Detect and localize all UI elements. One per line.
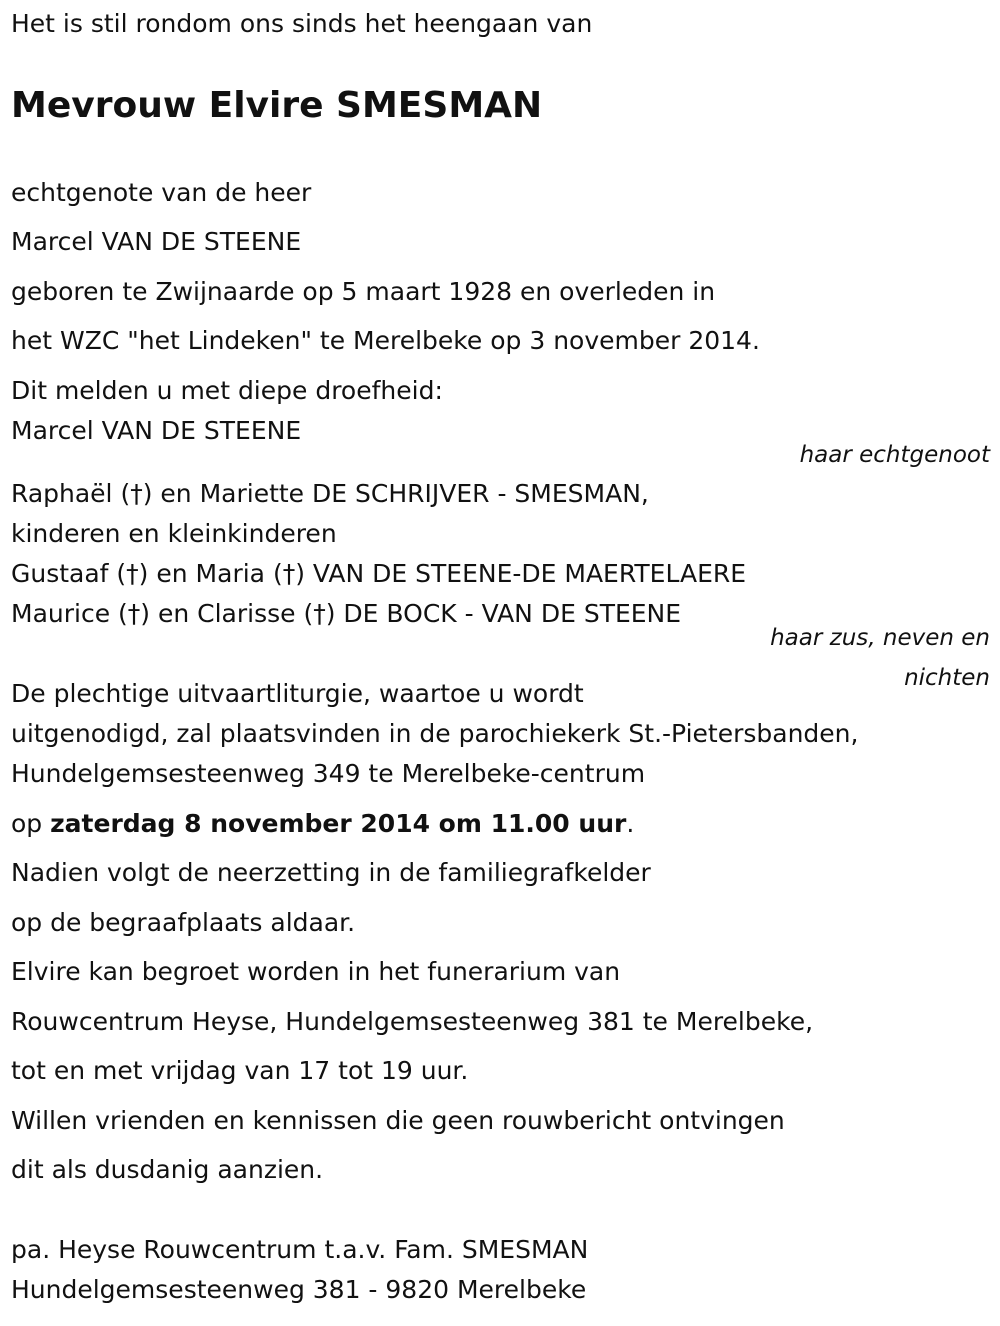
notice-line-2: dit als dusdanig aanzien. [11,1155,324,1184]
mourner-siblings-role-1: haar zus, neven en [770,625,990,651]
deceased-name: Mevrouw Elvire SMESMAN [11,85,543,126]
visit-line-1: Elvire kan begroet worden in het funerarium van [11,957,621,986]
spouse-intro: echtgenote van de heer [11,178,312,207]
service-line-1: De plechtige uitvaartliturgie, waartoe u wordt [11,679,584,708]
notice-line-1: Willen vrienden en kennissen die geen rouwbericht ontvingen [11,1106,785,1135]
visit-line-2: Rouwcentrum Heyse, Hundelgemsesteenweg 381 te Merelbeke, [11,1007,814,1036]
mourner-sibling-2: Maurice (†) en Clarisse (†) DE BOCK - VAN DE STEENE [11,599,682,628]
announce-intro: Dit melden u met diepe droefheid: [11,376,443,405]
address-line-2: Hundelgemsesteenweg 381 - 9820 Merelbeke [11,1275,587,1304]
service-date-prefix: op [11,809,51,838]
service-date-suffix: . [626,809,635,838]
service-date [11,809,634,839]
mourner-siblings-role-2: nichten [904,665,990,691]
service-line-3: Hundelgemsesteenweg 349 te Merelbeke-centrum [11,759,646,788]
address-line-1: pa. Heyse Rouwcentrum t.a.v. Fam. SMESMAN [11,1235,589,1264]
burial-line-2: op de begraafplaats aldaar. [11,908,356,937]
death-line: het WZC "het Lindeken" te Merelbeke op 3 november 2014. [11,326,760,355]
service-line-2: uitgenodigd, zal plaatsvinden in de parochiekerk St.-Pietersbanden, [11,719,859,748]
intro-text: Het is stil rondom ons sinds het heengaan van [11,9,593,38]
visit-line-3: tot en met vrijdag van 17 tot 19 uur. [11,1056,469,1085]
mourner-sibling-1: Gustaaf (†) en Maria (†) VAN DE STEENE-DE MAERTELAERE [11,559,747,588]
mourner-spouse: Marcel VAN DE STEENE [11,416,302,445]
mourner-spouse-role: haar echtgenoot [799,442,990,468]
mourner-children-role: kinderen en kleinkinderen [11,519,337,548]
burial-line-1: Nadien volgt de neerzetting in de familiegrafkelder [11,858,651,887]
mourner-children: Raphaël (†) en Mariette DE SCHRIJVER - SMESMAN, [11,479,649,508]
service-date-bold: zaterdag 8 november 2014 om 11.00 uur [50,809,627,838]
birth-line: geboren te Zwijnaarde op 5 maart 1928 en overleden in [11,277,716,306]
spouse-name: Marcel VAN DE STEENE [11,227,302,256]
